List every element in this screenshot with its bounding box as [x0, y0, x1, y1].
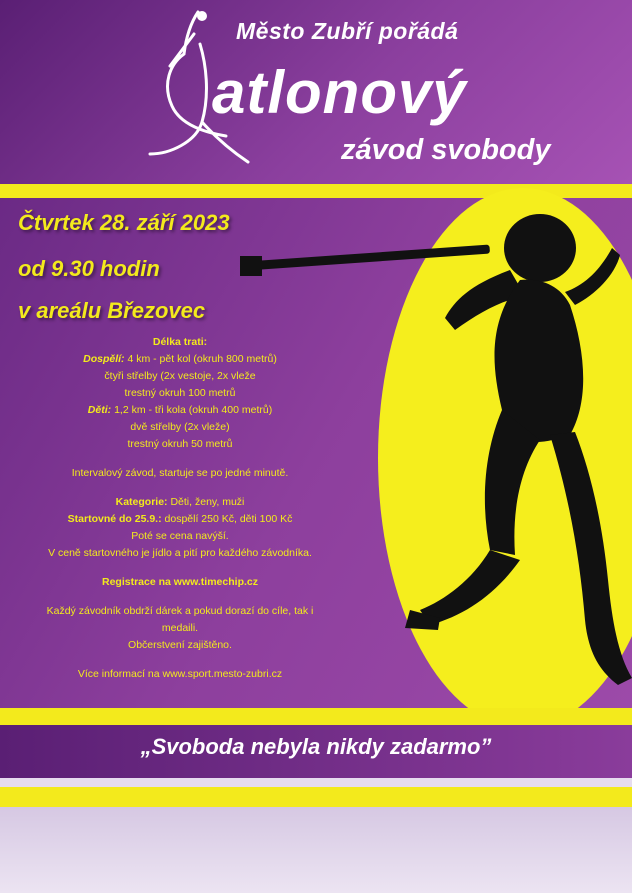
event-place: v areálu Březovec	[18, 298, 206, 323]
event-title: atlonový	[212, 59, 467, 126]
track-heading: Délka trati:	[152, 336, 208, 348]
refreshments-note: Občerstvení zajištěno.	[128, 639, 232, 651]
kids-line-2: dvě střelby (2x vleže)	[130, 421, 230, 433]
registration-link[interactable]: Registrace na www.timechip.cz	[102, 576, 258, 588]
info-block	[30, 334, 330, 683]
adults-line-1: 4 km - pět kol (okruh 800 metrů)	[127, 353, 277, 365]
event-date: Čtvrtek 28. září 2023	[18, 210, 230, 235]
slogan-text: „Svoboda nebyla nikdy zadarmo”	[140, 734, 492, 759]
fee-includes: V ceně startovného je jídlo a pití pro každého závodníka.	[48, 547, 312, 559]
adults-label: Dospělí:	[83, 353, 125, 365]
yellow-band-middle	[0, 708, 632, 725]
bottom-strip	[0, 807, 632, 893]
event-time: od 9.30 hodin	[18, 256, 160, 281]
fee-after: Poté se cena navýší.	[131, 530, 229, 542]
yellow-band-bottom	[0, 787, 632, 807]
adults-line-2: čtyři střelby (2x vestoje, 2x vleže	[104, 370, 256, 382]
more-info-link[interactable]: Více informací na www.sport.mesto-zubri.cz	[77, 668, 283, 680]
kids-line-1: 1,2 km - tři kola (okruh 400 metrů)	[114, 404, 273, 416]
event-subtitle: závod svobody	[341, 134, 551, 166]
fee-label: Startovné do 25.9.:	[67, 513, 162, 525]
gift-note: Každý závodník obdrží dárek a pokud dorazí do cíle, tak i medaili.	[46, 605, 314, 634]
categories-label: Kategorie:	[115, 496, 168, 508]
kids-line-3: trestný okruh 50 metrů	[127, 438, 233, 450]
interval-note: Intervalový závod, startuje se po jedné minutě.	[71, 467, 289, 479]
kids-label: Děti:	[87, 404, 112, 416]
organizer-text: Město Zubří pořádá	[236, 18, 459, 44]
categories-value: Děti, ženy, muži	[170, 496, 245, 508]
fee-value: dospělí 250 Kč, děti 100 Kč	[164, 513, 293, 525]
adults-line-3: trestný okruh 100 metrů	[124, 387, 236, 399]
